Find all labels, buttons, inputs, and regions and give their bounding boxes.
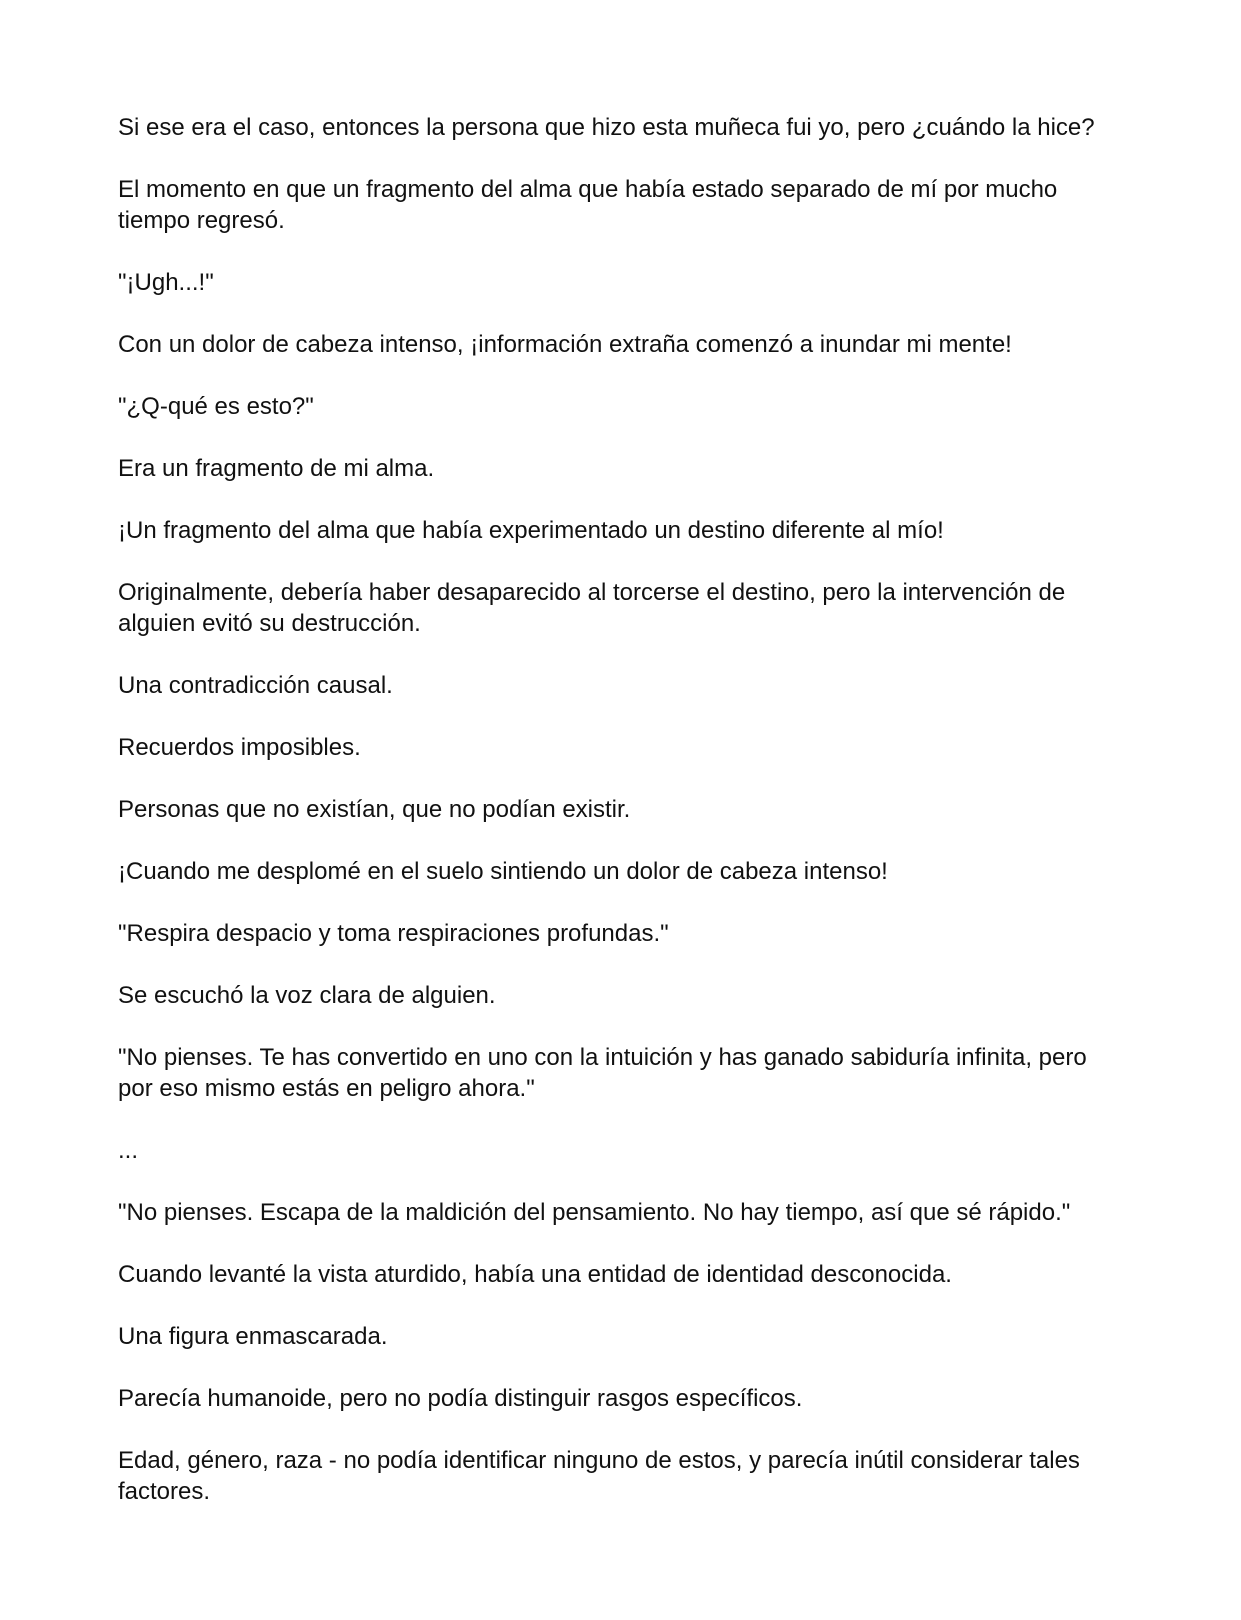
paragraph: Recuerdos imposibles. bbox=[118, 734, 361, 761]
paragraph: Originalmente, debería haber desaparecido al torcerse el destino, pero la intervención de alguien evitó su destrucción. bbox=[118, 579, 1066, 637]
paragraph: Personas que no existían, que no podían existir. bbox=[118, 796, 631, 823]
paragraph: Una contradicción causal. bbox=[118, 672, 393, 699]
paragraph: Se escuchó la voz clara de alguien. bbox=[118, 982, 496, 1009]
paragraph: "¿Q-qué es esto?" bbox=[118, 393, 314, 420]
paragraph: "No pienses. Escapa de la maldición del pensamiento. No hay tiempo, así que sé rápido." bbox=[118, 1199, 1071, 1226]
paragraph: Edad, género, raza - no podía identificar ninguno de estos, y parecía inútil considerar tales factores. bbox=[118, 1447, 1080, 1505]
paragraph: Si ese era el caso, entonces la persona que hizo esta muñeca fui yo, pero ¿cuándo la hice? bbox=[118, 114, 1095, 141]
paragraph: "¡Ugh...!" bbox=[118, 269, 214, 296]
paragraph: El momento en que un fragmento del alma que había estado separado de mí por mucho tiempo regresó. bbox=[118, 176, 1058, 234]
document-page bbox=[118, 112, 1128, 1507]
paragraph: Parecía humanoide, pero no podía distinguir rasgos específicos. bbox=[118, 1385, 803, 1412]
paragraph: Era un fragmento de mi alma. bbox=[118, 455, 435, 482]
paragraph: "No pienses. Te has convertido en uno con la intuición y has ganado sabiduría infinita, pero por eso mismo estás en peligro ahora." bbox=[118, 1044, 1087, 1102]
paragraph: ... bbox=[118, 1137, 139, 1164]
paragraph: ¡Cuando me desplomé en el suelo sintiendo un dolor de cabeza intenso! bbox=[118, 858, 888, 885]
paragraph: Una figura enmascarada. bbox=[118, 1323, 388, 1350]
paragraph: "Respira despacio y toma respiraciones profundas." bbox=[118, 920, 669, 947]
paragraph: Cuando levanté la vista aturdido, había una entidad de identidad desconocida. bbox=[118, 1261, 952, 1288]
paragraph: ¡Un fragmento del alma que había experimentado un destino diferente al mío! bbox=[118, 517, 944, 544]
paragraph: Con un dolor de cabeza intenso, ¡información extraña comenzó a inundar mi mente! bbox=[118, 331, 1012, 358]
